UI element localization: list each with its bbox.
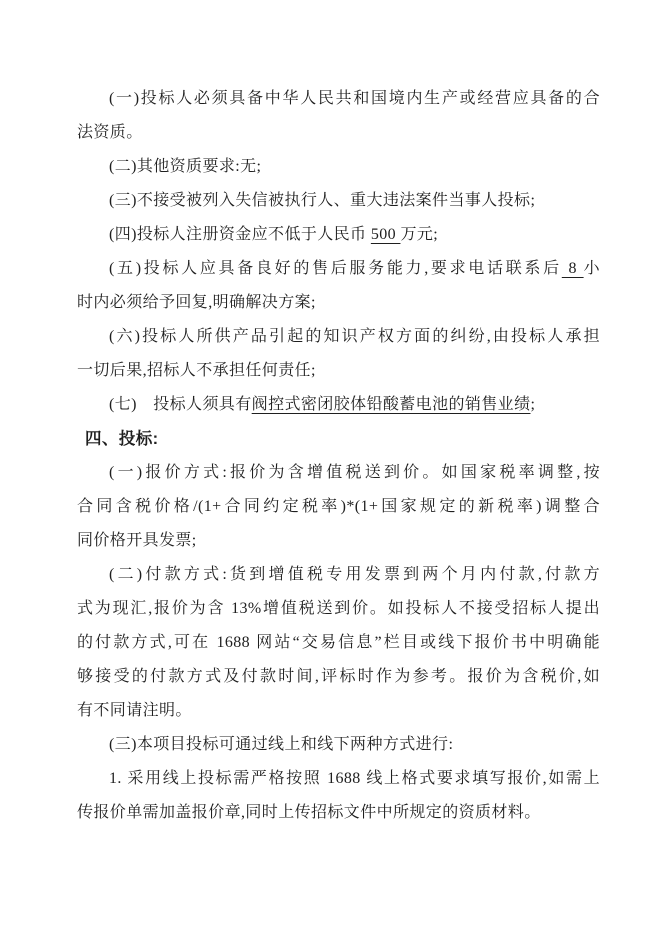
document-line xyxy=(77,796,600,830)
text-run: (五)投标人应具备良好的售后服务能力,要求电话联系后 xyxy=(109,260,562,277)
document-line xyxy=(77,150,600,184)
document-line xyxy=(77,456,600,490)
text-run: ; xyxy=(530,396,536,413)
document-line xyxy=(77,558,600,592)
text-run: (三)本项目投标可通过线上和线下两种方式进行: xyxy=(109,736,454,753)
document-line xyxy=(77,354,600,388)
underlined-text: 8 xyxy=(561,260,584,277)
underlined-text: 阀控式密闭胶体铅酸蓄电池的销售业绩 xyxy=(251,396,531,413)
document-body xyxy=(77,82,600,830)
document-line xyxy=(77,184,600,218)
text-run: 四、投标: xyxy=(85,430,159,448)
document-line xyxy=(77,728,600,762)
text-run: (一)投标人必须具备中华人民共和国境内生产或经营应具备的合 xyxy=(109,90,600,107)
document-line xyxy=(77,252,600,286)
document-line xyxy=(77,82,600,116)
document-line xyxy=(77,422,600,456)
text-run: 式为现汇,报价为含 13%增值税送到价。如投标人不接受招标人提出 xyxy=(77,600,600,617)
underlined-text: 500 xyxy=(370,226,401,243)
document-line xyxy=(77,694,600,728)
text-run: 法资质。 xyxy=(77,124,143,141)
document-line xyxy=(77,592,600,626)
document-line xyxy=(77,660,600,694)
document-line xyxy=(77,762,600,796)
text-run: 的付款方式,可在 1688 网站“交易信息”栏目或线下报价书中明确能 xyxy=(77,634,600,651)
text-run: 一切后果,招标人不承担任何责任; xyxy=(77,362,316,379)
text-run: (七) 投标人须具有 xyxy=(109,396,252,413)
document-line xyxy=(77,626,600,660)
document-line xyxy=(77,388,600,422)
text-run: (一)报价方式:报价为含增值税送到价。如国家税率调整,按 xyxy=(109,464,600,481)
document-line xyxy=(77,320,600,354)
text-run: 小 xyxy=(583,260,600,277)
document-line xyxy=(77,116,600,150)
text-run: 有不同请注明。 xyxy=(77,702,192,719)
text-run: (二)付款方式:货到增值税专用发票到两个月内付款,付款方 xyxy=(109,566,600,583)
text-run: (三)不接受被列入失信被执行人、重大违法案件当事人投标; xyxy=(109,192,536,209)
text-run: (四)投标人注册资金应不低于人民币 xyxy=(109,226,371,243)
document-line xyxy=(77,524,600,558)
text-run: 同价格开具发票; xyxy=(77,532,197,549)
text-run: 1. 采用线上投标需严格按照 1688 线上格式要求填写报价,如需上 xyxy=(109,770,600,787)
text-run: (六)投标人所供产品引起的知识产权方面的纠纷,由投标人承担 xyxy=(109,328,600,345)
document-line xyxy=(77,490,600,524)
text-run: 合同含税价格/(1+合同约定税率)*(1+国家规定的新税率)调整合 xyxy=(77,498,600,515)
document-line xyxy=(77,218,600,252)
text-run: (二)其他资质要求:无; xyxy=(109,158,262,175)
text-run: 传报价单需加盖报价章,同时上传招标文件中所规定的资质材料。 xyxy=(77,804,541,821)
text-run: 时内必须给予回复,明确解决方案; xyxy=(77,294,316,311)
text-run: 万元; xyxy=(400,226,439,243)
text-run: 够接受的付款方式及付款时间,评标时作为参考。报价为含税价,如 xyxy=(77,668,600,685)
document-line xyxy=(77,286,600,320)
